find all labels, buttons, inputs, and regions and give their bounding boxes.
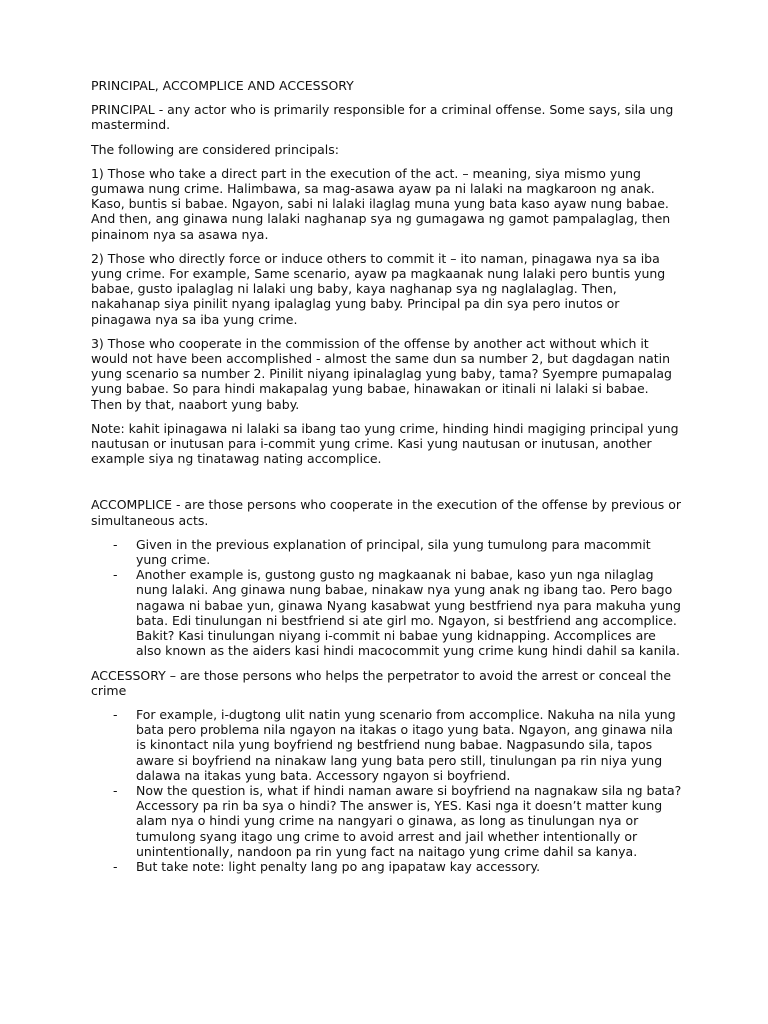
document-title: PRINCIPAL, ACCOMPLICE AND ACCESSORY bbox=[91, 78, 354, 93]
principal-intro: The following are considered principals: bbox=[91, 141, 339, 157]
list-item-text: Given in the previous explanation of principal, sila yung tumulong para macommit yung crime. bbox=[136, 536, 651, 568]
accessory-definition: ACCESSORY – are those persons who helps the perpetrator to avoid the arrest or conceal the crime bbox=[91, 667, 671, 698]
list-item bbox=[91, 707, 682, 783]
principal-item-1: 1) Those who take a direct part in the execution of the act. – meaning, siya mismo yung gumawa nung crime. Halimbawa, sa mag-asawa ayaw pa ni lalaki na magkaroon ng anak. Kaso, buntis si babae. Ngayon, sabi ni lalaki ilaglag muna yung bata kaso ayaw nung babae. And then, ang ginawa nung lalaki naghanap sya ng gumagawa ng gamot pampalaglag, then pinainom nya sa asawa nya. bbox=[91, 165, 671, 242]
accessory-list bbox=[91, 707, 682, 874]
principal-note: Note: kahit ipinagawa ni lalaki sa ibang tao yung crime, hinding hindi magiging principal yung nautusan or inutusan para i-commit yung crime. Kasi yung nautusan or inutusan, another example siya ng tinatawag nating accomplice. bbox=[91, 420, 679, 467]
principal-definition: PRINCIPAL - any actor who is primarily responsible for a criminal offense. Some says, sila ung mastermind. bbox=[91, 102, 674, 133]
principal-item-2: 2) Those who directly force or induce others to commit it – ito naman, pinagawa nya sa iba yung crime. For example, Same scenario, ayaw pa magkaanak nung lalaki pero buntis yung babae, gusto ipalaglag ni lalaki ung baby, kaya naghanap sya ng naglalaglag. Then, nakahanap siya pinilit nyang ipalaglag yung baby. Principal pa din sya pero inutos or pinagawa nya sa iba yung crime. bbox=[91, 250, 666, 327]
list-item bbox=[91, 567, 682, 658]
section-spacer bbox=[91, 475, 682, 497]
dash-bullet: - bbox=[113, 782, 118, 798]
dash-bullet: - bbox=[113, 706, 118, 722]
dash-bullet: - bbox=[113, 858, 118, 874]
accomplice-list bbox=[91, 537, 682, 659]
list-item bbox=[91, 537, 682, 567]
list-item-text: Now the question is, what if hindi naman aware si boyfriend na nagnakaw sila ng bata? Accessory pa rin ba sya o hindi? The answer is, YES. Kasi nga it doesn’t matter kung alam nya o hindi yung crime na nangyari o ginawa, as long as tinulungan nya or tumulong syang itago ung crime to avoid arrest and jail whether intentionally or unintentionally, nandoon pa rin yung fact na naitago yung crime dahil sa kanya. bbox=[136, 782, 682, 859]
list-item-text: Another example is, gustong gusto ng magkaanak ni babae, kaso yun nga nilaglag nung lalaki. Ang ginawa nung babae, ninakaw nya yung anak ng ibang tao. Pero bago nagawa ni babae yun, ginawa Nyang kasabwat yung bestfriend nya para makuha yung bata. Edi tinulungan ni bestfriend si ate girl mo. Ngayon, si bestfriend ang accomplice. Bakit? Kasi tinulungan niyang i-commit ni babae yung kidnapping. Accomplices are also known as the aiders kasi hindi macocommit yung crime kung hindi dahil sa kanila. bbox=[136, 567, 681, 659]
list-item bbox=[91, 859, 682, 874]
list-item bbox=[91, 783, 682, 859]
dash-bullet: - bbox=[113, 536, 118, 552]
dash-bullet: - bbox=[113, 567, 118, 583]
accomplice-definition: ACCOMPLICE - are those persons who cooperate in the execution of the offense by previous or simultaneous acts. bbox=[91, 497, 681, 528]
list-item-text: For example, i-dugtong ulit natin yung scenario from accomplice. Nakuha na nila yung bata pero problema nila ngayon na itakas o itago yung bata. Ngayon, ang ginawa nila is kinontact nila yung boyfriend ng bestfriend nung babae. Nagpasundo sila, tapos aware si boyfriend na ninakaw lang yung bata pero still, tinulungan pa rin niya yung dalawa na itakas yung bata. Accessory ngayon si boyfriend. bbox=[136, 706, 676, 783]
list-item-text: But take note: light penalty lang po ang ipapataw kay accessory. bbox=[136, 858, 541, 874]
principal-item-3: 3) Those who cooperate in the commission of the offense by another act without which it would not have been accomplished - almost the same dun sa number 2, but dagdagan natin yung scenario sa number 2. Pinilit niyang ipinalaglag yung baby, tama? Syempre pumapalag yung babae. So para hindi makapalag yung babae, hinawakan or itinali ni lalaki si babae. Then by that, naabort yung baby. bbox=[91, 335, 672, 412]
